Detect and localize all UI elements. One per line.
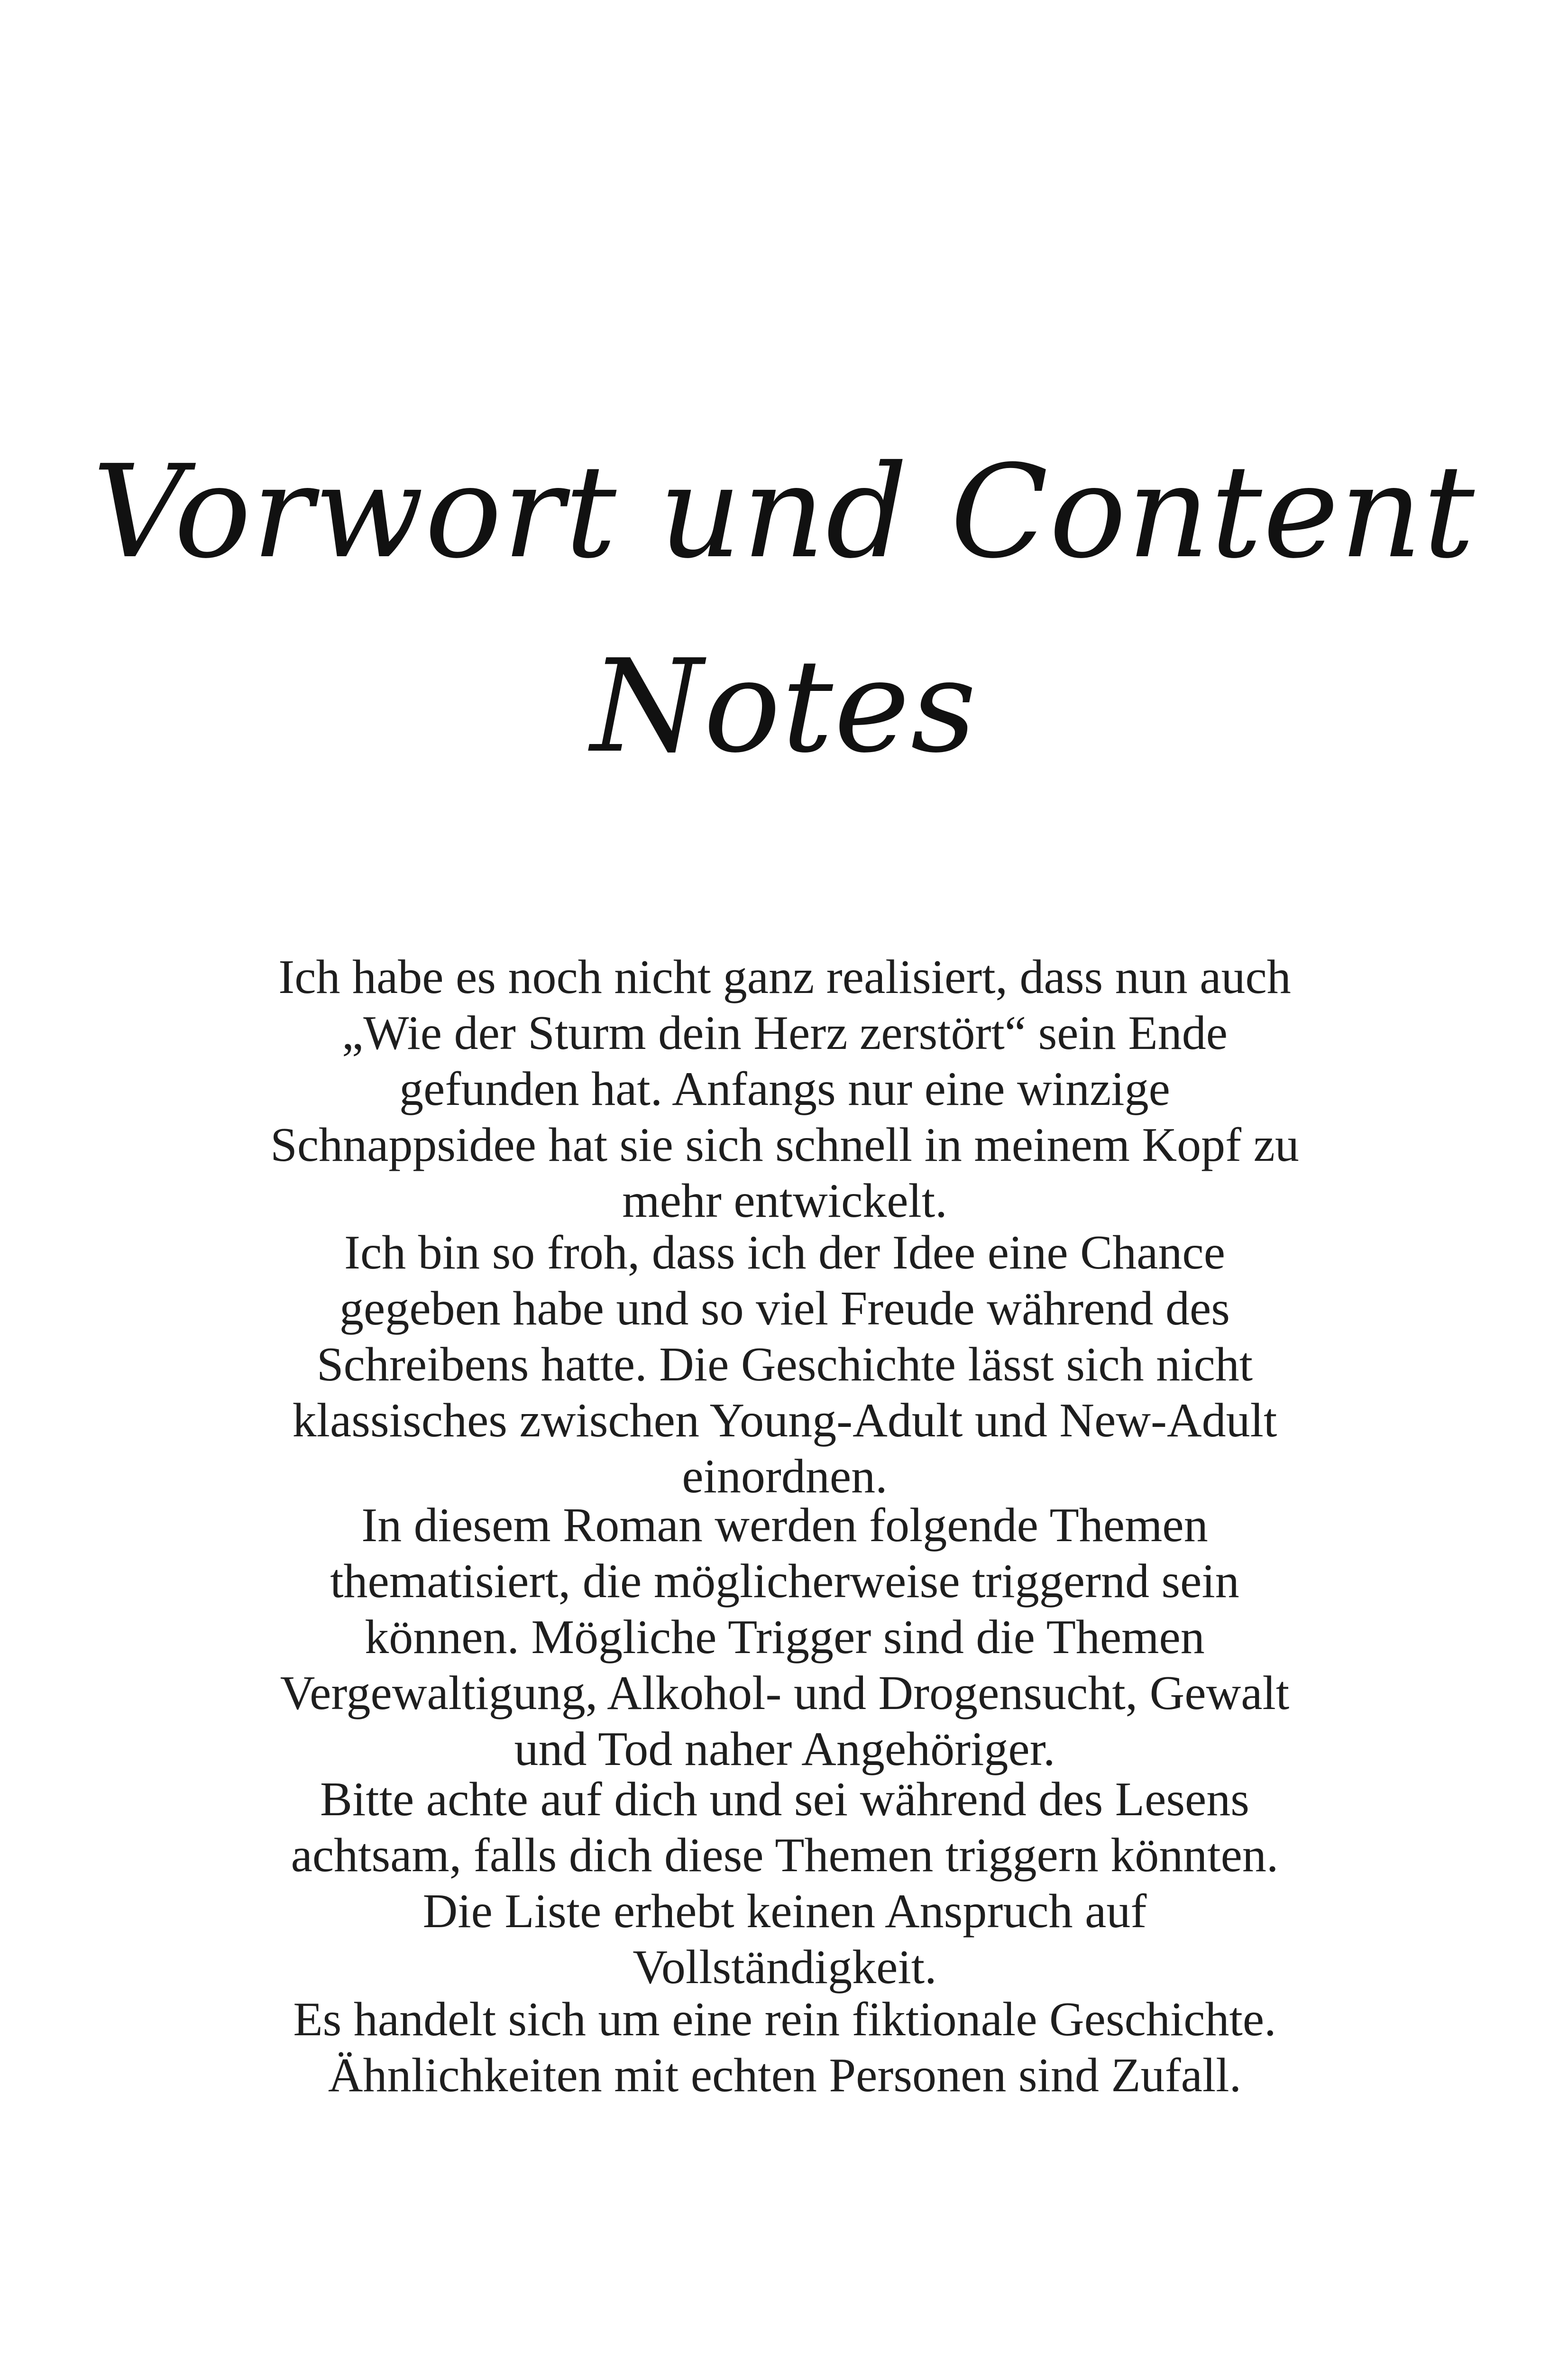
paragraph-gratitude: Ich bin so froh, dass ich der Idee eine Chance gegeben habe und so viel Freude während des Schreibens hatte. Die Geschichte lässt sich nicht klassisches zwischen Young-Adult und New-Adult einordnen. [292,1226,1277,1503]
paragraph-content-notes: In diesem Roman werden folgende Themen thematisiert, die möglicherweise triggernd sein können. Mögliche Trigger sind die Themen Vergewaltigung, Alkohol- und Drogensucht, Gewalt und Tod naher Angehöriger. [280,1498,1290,1776]
paragraph-care-advice: Bitte achte auf dich und sei während des Lesens achtsam, falls dich diese Themen triggern könnten. Die Liste erhebt keinen Anspruch auf Vollständigkeit. [291,1773,1279,1994]
paragraph-intro: Ich habe es noch nicht ganz realisiert, dass nun auch „Wie der Sturm dein Herz zerstört“ sein Ende gefunden hat. Anfangs nur eine winzige Schnappsidee hat sie sich schnell in meinem Kopf zu mehr entwickelt. [270,950,1299,1228]
page-title-line-1: Vorwort und Content [92,437,1476,587]
paragraph-fiction-disclaimer: Es handelt sich um eine rein fiktionale Geschichte. Ähnlichkeiten mit echten Personen sind Zufall. [293,1993,1276,2102]
page-title-line-2: Notes [590,632,978,781]
